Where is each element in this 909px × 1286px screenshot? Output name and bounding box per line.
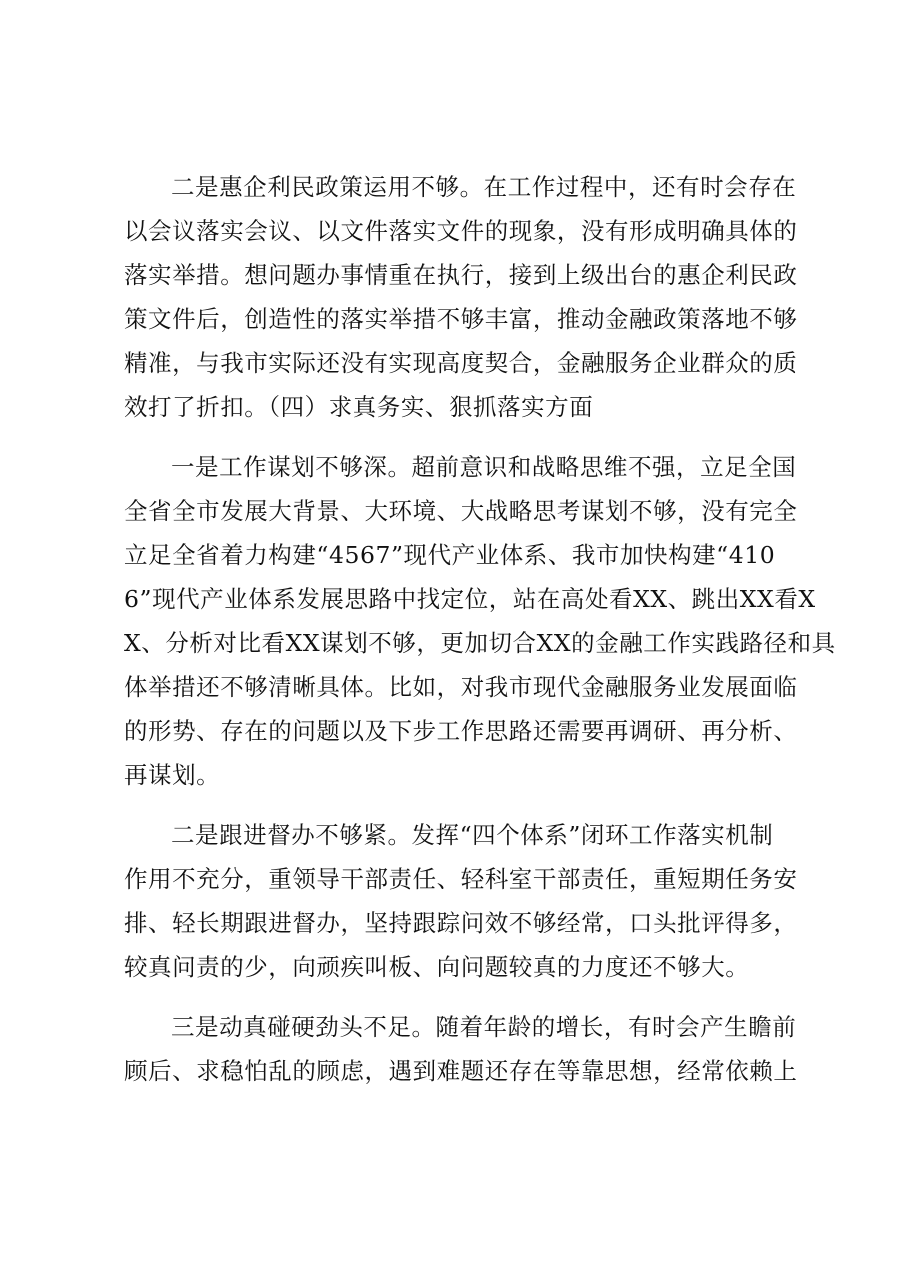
text-line: 立足全省着力构建“4567”现代产业体系、我市加快构建“410: [124, 541, 776, 569]
text-line: 6”现代产业体系发展思路中找定位，站在高处看XX、跳出XX看X: [124, 585, 816, 613]
text-line: 的形势、存在的问题以及下步工作思路还需要再调研、再分析、: [124, 717, 798, 745]
paragraph-gap: [124, 989, 814, 1005]
text-line: 全省全市发展大背景、大环境、大战略思考谋划不够，没有完全: [124, 497, 798, 525]
text-line: 体举措还不够清晰具体。比如，对我市现代金融服务业发展面临: [124, 673, 798, 701]
text-line: X、分析对比看XX谋划不够，更加切合XX的金融工作实践路径和具: [124, 629, 836, 657]
paragraph-gap: [124, 429, 814, 445]
text-line: 一是工作谋划不够深。超前意识和战略思维不强，立足全国: [171, 453, 797, 481]
text-line: 策文件后，创造性的落实举措不够丰富，推动金融政策落地不够: [124, 305, 798, 333]
text-line: 以会议落实会议、以文件落实文件的现象，没有形成明确具体的: [124, 217, 798, 245]
paragraph-supervision: [124, 813, 814, 989]
paragraph-determination: [124, 1005, 814, 1093]
text-line: 效打了折扣。（四）求真务实、狠抓落实方面: [124, 393, 594, 421]
document-body: [124, 165, 836, 1093]
text-line: 顾后、求稳怕乱的顾虑，遇到难题还存在等靠思想，经常依赖上: [124, 1057, 798, 1085]
paragraph-work-planning: [124, 445, 836, 797]
text-line: 落实举措。想问题办事情重在执行，接到上级出台的惠企利民政: [124, 261, 798, 289]
text-line: 二是惠企利民政策运用不够。在工作过程中，还有时会存在: [171, 173, 797, 201]
text-line: 较真问责的少，向顽疾叫板、向问题较真的力度还不够大。: [124, 953, 750, 981]
text-line: 排、轻长期跟进督办，坚持跟踪问效不够经常，口头批评得多，: [124, 909, 798, 937]
text-line: 二是跟进督办不够紧。发挥“四个体系”闭环工作落实机制: [171, 821, 774, 849]
text-line: 再谋划。: [124, 761, 221, 789]
paragraph-policy-application: [124, 165, 814, 429]
text-line: 作用不充分，重领导干部责任、轻科室干部责任，重短期任务安: [124, 865, 798, 893]
text-line: 精准，与我市实际还没有实现高度契合，金融服务企业群众的质: [124, 349, 798, 377]
paragraph-gap: [124, 797, 814, 813]
text-line: 三是动真碰硬劲头不足。随着年龄的增长，有时会产生瞻前: [171, 1013, 797, 1041]
